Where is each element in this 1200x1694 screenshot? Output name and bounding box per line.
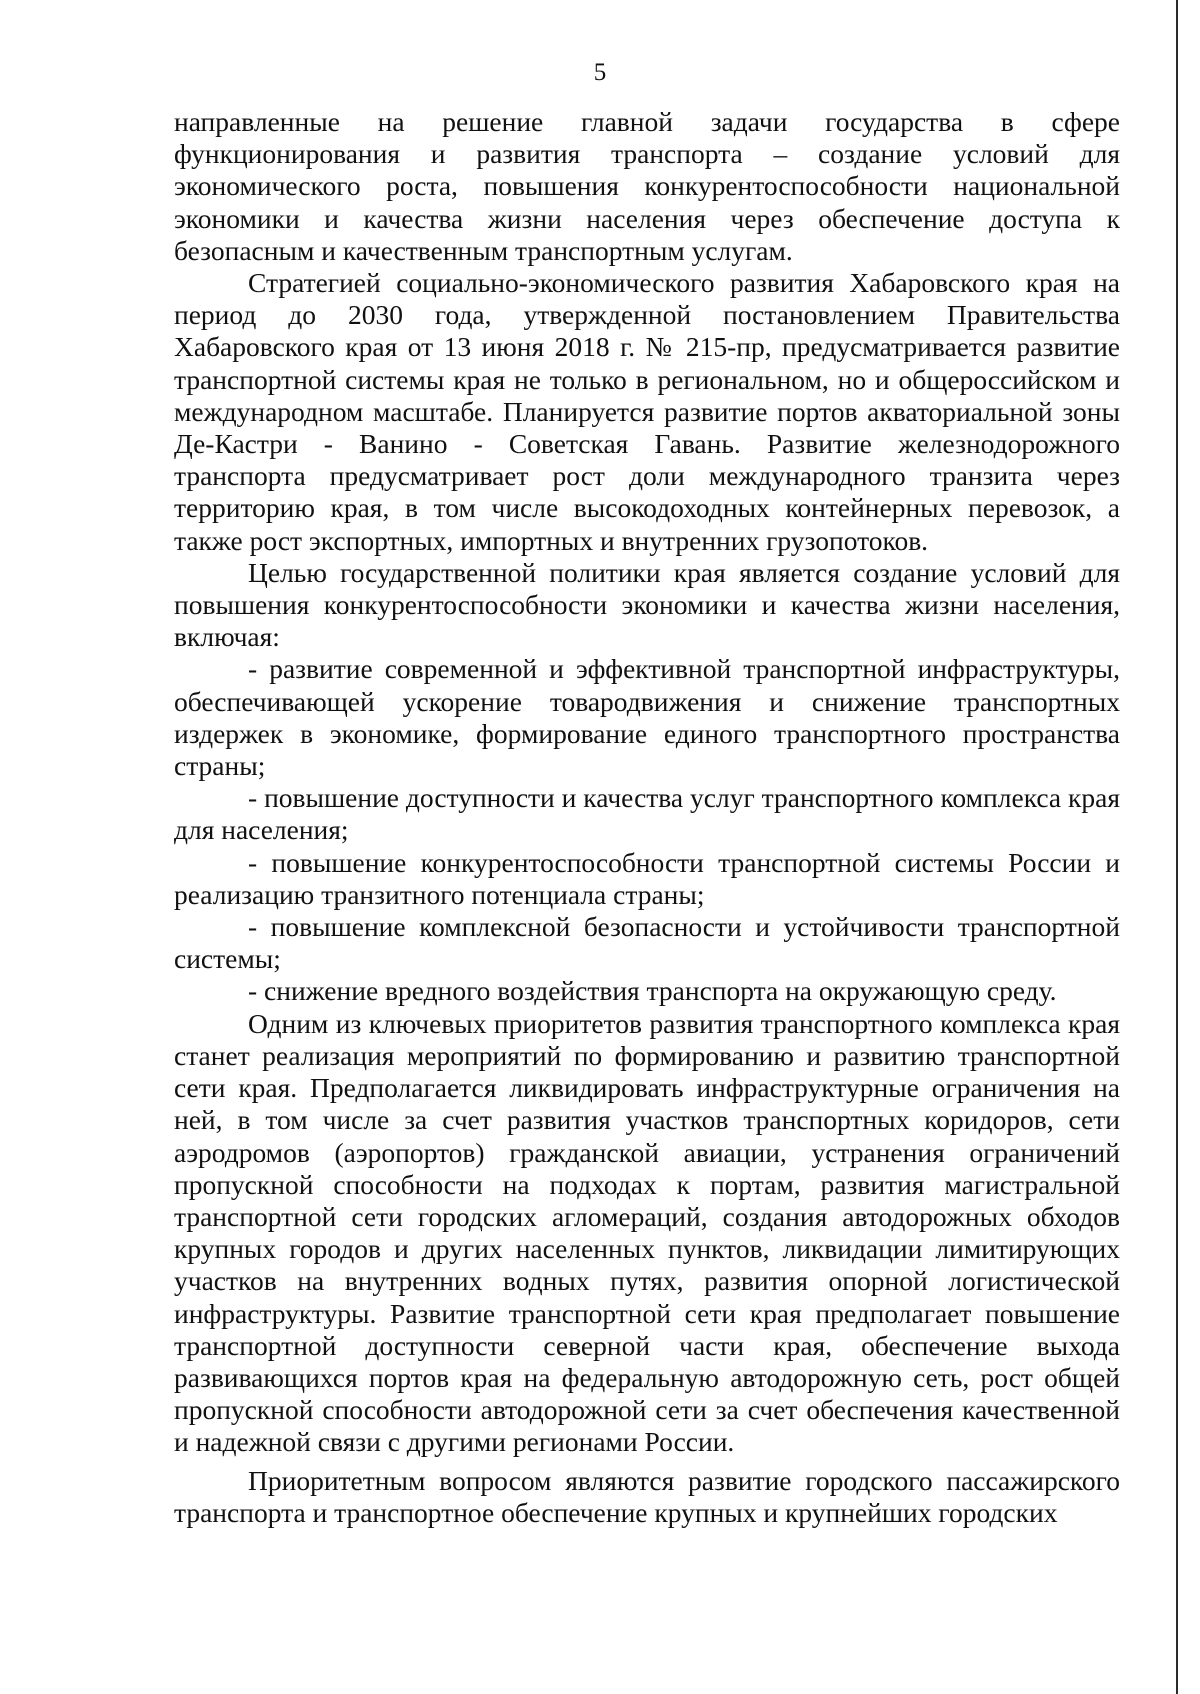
list-item-infrastructure: - развитие современной и эффективной транспортной инфраструктуры, обеспечивающей ускорение товародвижения и снижение транспортных издержек в экономике, формирование единого транспортного пространства страны;: [174, 653, 1120, 782]
paragraph-continuation: направленные на решение главной задачи государства в сфере функционирования и развития транспорта – создание условий для экономического роста, повышения конкурентоспособности национальной экономики и качества жизни населения через обеспечение доступа к безопасным и качественным транспортным услугам.: [174, 106, 1120, 266]
list-item-safety: - повышение комплексной безопасности и устойчивости транспортной системы;: [174, 911, 1120, 975]
list-item-environment: - снижение вредного воздействия транспорта на окружающую среду.: [248, 975, 1057, 1007]
scan-edge-line: [1176, 0, 1178, 1694]
document-body: [174, 106, 1120, 1529]
paragraph-passenger-transport: Приоритетным вопросом являются развитие городского пассажирского транспорта и транспортное обеспечение крупных и крупнейших городских: [174, 1464, 1120, 1528]
paragraph-policy-goal: Целью государственной политики края является создание условий для повышения конкурентоспособности экономики и качества жизни населения, включая:: [174, 556, 1120, 653]
paragraph-strategy: Стратегией социально-экономического развития Хабаровского края на период до 2030 года, утвержденной постановлением Правительства Хабаровского края от 13 июня 2018 г. № 215-пр, предусматривается развитие транспортной системы края не только в региональном, но и общероссийском и международном масштабе. Планируется развитие портов акваториальной зоны Де-Кастри - Ванино - Советская Гавань. Развитие железнодорожного транспорта предусматривает рост доли международного транзита через территорию края, в том числе высокодоходных контейнерных перевозок, а также рост экспортных, импортных и внутренних грузопотоков.: [174, 267, 1120, 556]
paragraph-priorities: Одним из ключевых приоритетов развития транспортного комплекса края станет реализация мероприятий по формированию и развитию транспортной сети края. Предполагается ликвидировать инфраструктурные ограничения на ней, в том числе за счет развития участков транспортных коридоров, сети аэродромов (аэропортов) гражданской авиации, устранения ограничений пропускной способности на подходах к портам, развития магистральной транспортной сети городских агломераций, создания автодорожных обходов крупных городов и других населенных пунктов, ликвидации лимитирующих участков на внутренних водных путях, развития опорной логистической инфраструктуры. Развитие транспортной сети края предполагает повышение транспортной доступности северной части края, обеспечение выхода развивающихся портов края на федеральную автодорожную сеть, рост общей пропускной способности автодорожной сети за счет обеспечения качественной и надежной связи с другими регионами России.: [174, 1007, 1120, 1458]
page-number: 5: [593, 59, 607, 86]
list-item-accessibility: - повышение доступности и качества услуг транспортного комплекса края для населения;: [174, 782, 1120, 846]
list-item-competitiveness: - повышение конкурентоспособности транспортной системы России и реализацию транзитного потенциала страны;: [174, 846, 1120, 910]
